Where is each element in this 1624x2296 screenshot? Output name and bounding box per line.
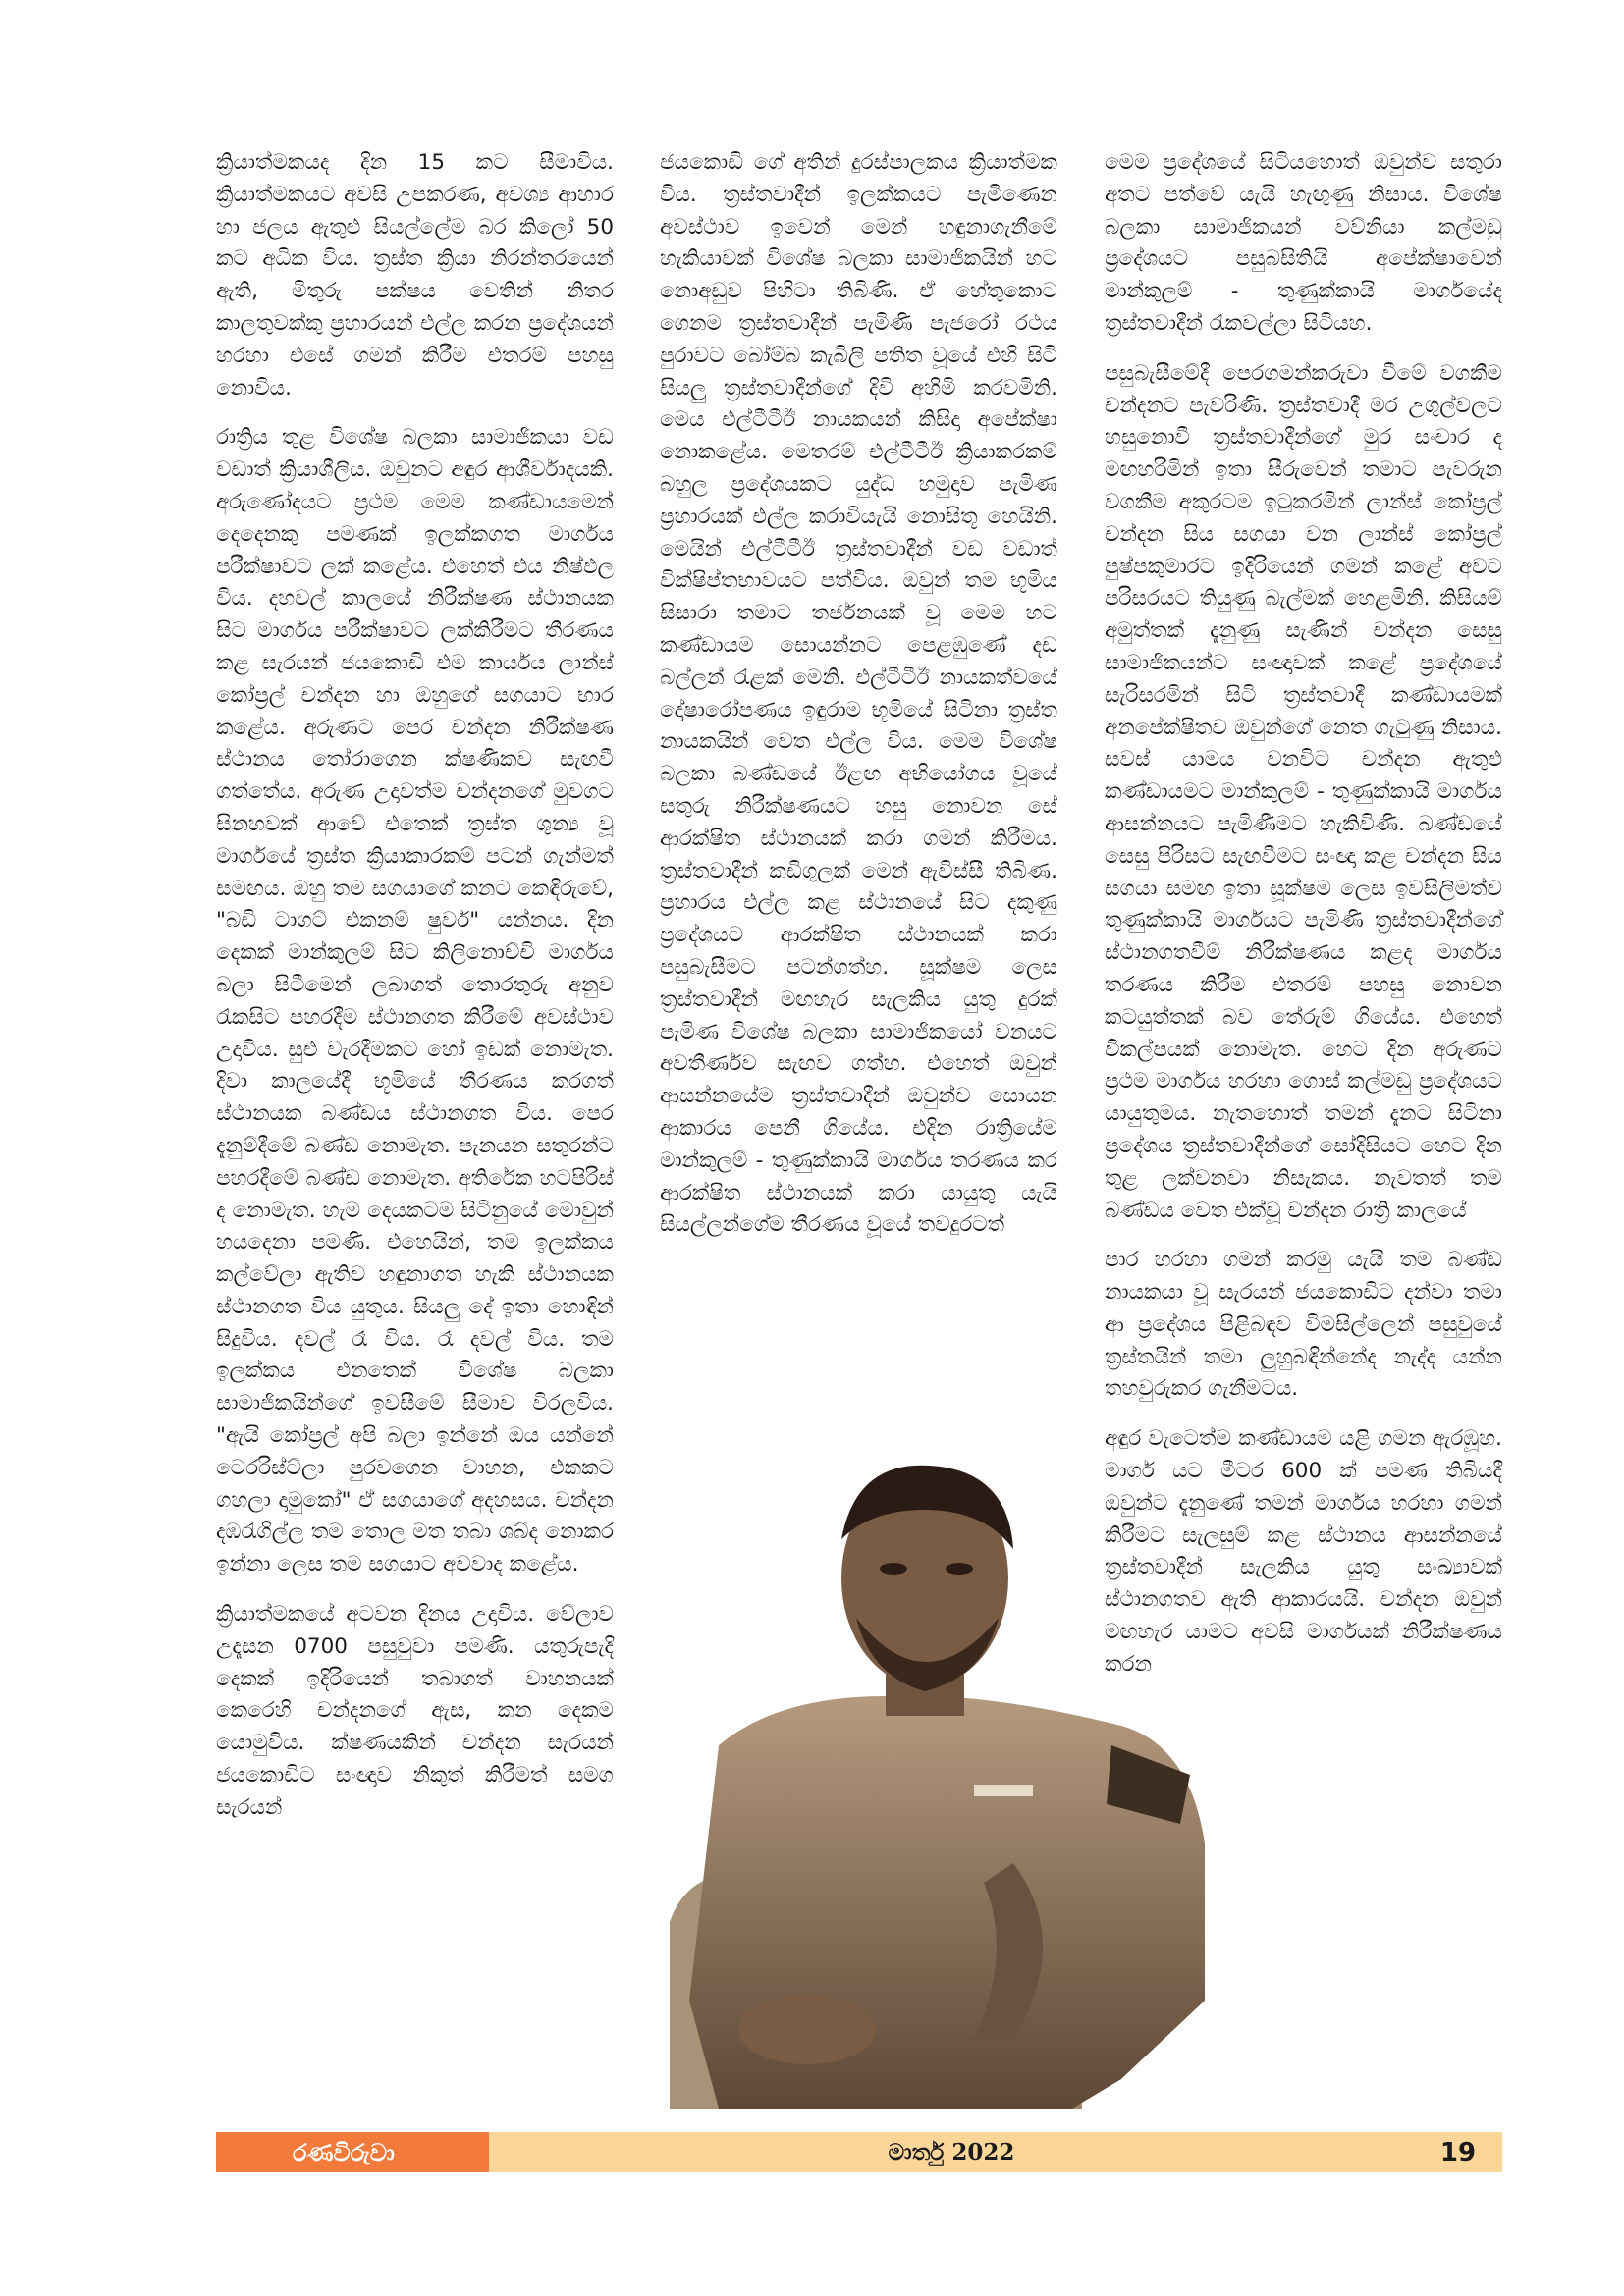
soldier-photo xyxy=(660,1451,1205,2109)
paragraph: ක්‍රියාත්මකයේ අටවන දිනය උදාවිය. වේලාව උදෑසන 0700 පසුවුවා පමණි. යතුරුපැදි දෙකක් ඉදිරියෙන් තබාගත් වාහනයක් කෙරෙහි චන්දනගේ ඇස, කන දෙකම යොමුවිය. ක්ෂණයකින් චන්දන සැරයන් ජයකොඩිට සංඥාව නිකුත් කිරීමත් සමග සැරයන් xyxy=(216,1602,614,1820)
paragraph: පාර හරහා ගමන් කරමු යැයි තම බණ්ඩ නායකයා වූ සැරයන් ජයකොඩිට දන්වා තමා ආ ප්‍රදේශය පිළිබඳව විමසිල්ලෙන් පසුවුයේ ත්‍රස්තයින් තමා ලුහුබඳින්නේද නැද්ද යන්න තහවුරුකර ගැනීමටය. xyxy=(1105,1248,1502,1402)
page-number: 19 xyxy=(1414,2132,1502,2172)
paragraph: ක්‍රියාත්මකයද දින 15 කට සීමාවිය. ක්‍රියාත්මකයට අවසි උපකරණ, අවශ්‍ය ආහාර හා ජලය ඇතුළු සියල්ලේම බර කිලෝ 50 කට අධික විය. ත්‍රස්ත ක්‍රියා නිරන්තරයෙන් ඇති, මිතුරු පක්ෂය වෙතින් නිතර කාලතුවක්කු ප්‍රහාරයන් එල්ල කරන ප්‍රදේශයන් හරහා එසේ ගමන් කිරීම එතරම් පහසු නොවිය. xyxy=(216,150,614,400)
page-footer xyxy=(216,2132,1502,2172)
paragraph: රාත්‍රිය තුළ විශේෂ බලකා සාමාජිකයා වඩ වඩාත් ක්‍රියාශීලිය. ඔවුනට අඳුර ආශීර්වාදයකි. අරුණෝදයට ප්‍රථම මෙම කණ්ඩායමෙන් දෙදෙනකු පමණක් ඉලක්කගත මාර්ගය පරීක්ෂාවට ලක් කළේය. එහෙත් එය නිෂ්ඵල විය. දහවල් කාලයේ නිරීක්ෂණ ස්ථානයක සිට මාර්ගය පරීක්ෂාවට ලක්කිරීමට තීරණය කළ සැරයන් ජයකොඩි එම කාර්යය ලාන්ස් කෝප්‍රල් චන්දන හා ඔහුගේ සගයාට භාර කළේය. අරුණට පෙර චන්දන නිරීක්ෂණ ස්ථානය තෝරාගෙන ක්ෂණිකව සැඟවී ගත්තේය. අරුණ උදාවත්ම චන්දනගේ මුවගට සිනහවක් ආවේ එතෙක් ත්‍රස්ත ශුන්‍ය වූ මාර්ගයේ ත්‍රස්ත ක්‍රියාකාරකම් පටන් ගැන්මත් සමඟය. ඔහු තම සගයාගේ කනට කෙඳිරුවේ, "බඩි ටාගට් එකනම් ෂුවර්" යන්නය. දින දෙකක් මාන්කුලම් සිට කිලිනොච්චි මාර්ගය බලා සිටීමෙන් ලබාගත් තොරතුරු අනුව රැකසිට පහරදීම ස්ථානගත කිරීමේ අවස්ථාව උදාවිය. සුළු වැරදීමකට හෝ ඉඩක් නොමැත. දිවා කාලයේදී භූමියේ තීරණය කරගත් ස්ථානයක බණ්ඩය ස්ථානගත විය. පෙර දැනුම්දීමේ බණ්ඩ නොමැත. පැනයන සතුරන්ට පහරදීමේ බණ්ඩ නොමැත. අතිරේක හටපිරිස් ද නොමැත. හැම දෙයකටම සිටිනුයේ මොවුන් හයදෙනා පමණි. එහෙයින්, තම ඉලක්කය කල්වේලා ඇතිව හඳුනාගත හැකි ස්ථානයක ස්ථානගත විය යුතුය. සියලු දේ ඉතා හොඳින් සිදුවිය. දවල් රෑ විය. රෑ දවල් විය. තම ඉලක්කය එනතෙක් විශේෂ බලකා සාමාජිකයින්ගේ ඉවසීමේ සීමාව විරලවිය. "ඇයි කෝප්‍රල් අපි බලා ඉන්නේ ඔය යන්නේ ටෙරරිස්ට්ලා පුරවගෙන වාහන, එකකට ගහලා දාමුකෝ" ඒ සගයාගේ අදහසය. චන්දන දඹරැගිල්ල තම තොල මත තබා ශබ්ද නොකර ඉන්නා ලෙස තම සගයාට අවවාද කළේය. xyxy=(216,425,614,1577)
paragraph: මෙම ප්‍රදේශයේ සිටියහොත් ඔවුන්ව සතුරා අතට පත්වේ යැයි හැඟුණු නිසාය. විශේෂ බලකා සාමාජිකයන් වව්නියා කල්මඩු ප්‍රදේශයට පසුබසිතියි අපේක්ෂාවෙන් මාන්කුලම් - තුණුක්කායි මාර්ගයේද ත්‍රස්තවාදීන් රැකවල්ලා සිටියහ. xyxy=(1105,150,1502,336)
magazine-name: රණවිරුවා xyxy=(216,2132,489,2172)
issue-date: මාර්තු 2022 xyxy=(489,2132,1414,2172)
paragraph: ජයකොඩි ගේ අතින් දුරස්පාලකය ක්‍රියාත්මක විය. ත්‍රස්තවාදීන් ඉලක්කයට පැමිණෙන අවස්ථාව ඉවෙන් මෙන් හඳුනාගැනීමේ හැකියාවක් විශේෂ බලකා සාමාජිකයින් හට නොඅඩුව පිහිටා තිබිණි. ඒ හේතුකොට ගෙනම ත්‍රස්තවාදීන් පැමිණි පැජරෝ රථය පුරාවට බෝම්බ කැබිලි පතිත වූයේ එහි සිටි සියලු ත්‍රස්තවාදීන්ගේ දිවි අහිමි කරවමිනි. මෙය එල්ටීටීඊ නායකයන් කිසිදා අපේක්ෂා නොකළේය. මෙතරම් එල්ටීටීඊ ක්‍රියාකරකම් බහුල ප්‍රදේශයකට යුද්ධ හමුදාව පැමිණ ප්‍රහාරයක් එල්ල කරාවියැයි නොසිතූ හෙයිනි. මෙයින් එල්ටීටීඊ ත්‍රස්තවාදීන් වඩ වඩාත් වික්ෂිප්තභාවයට පත්විය. ඔවුන් තම භූමිය සිසාරා තමාට තර්ජනයක් වූ මෙම හට කණ්ඩායම සොයන්නට පෙළඹුණේ දඩ බල්ලන් රැළක් මෙනි. එල්ටීටීඊ නායකත්වයේ දෝෂාරෝපණය ඉඳුරාම භූමියේ සිටිනා ත්‍රස්ත නායකයින් වෙත එල්ල විය. මෙම විශේෂ බලකා බණ්ඩයේ ඊළඟ අභියෝගය වූයේ සතුරු නිරීක්ෂණයට හසු නොවන සේ ආරක්ෂිත ස්ථානයක් කරා ගමන් කිරීමය. ත්‍රස්තවාදීන් කඩිගුලක් මෙන් ඇවිස්සී තිබිණ. ප්‍රහාරය එල්ල කළ ස්ථානයේ සිට දකුණු ප්‍රදේශයට ආරක්ෂිත ස්ථානයක් කරා පසුබැසීමට පටන්ගත්හ. සූක්ෂම ලෙස ත්‍රස්තවාදීන් මඟහැර සැලකිය යුතු දුරක් පැමිණ විශේෂ බලකා සාමාජිකයෝ වනයට අවතීර්ණව සැඟව ගත්හ. එහෙත් ඔවුන් ආසන්නයේම ත්‍රස්තවාදීන් ඔවුන්ව සොයන ආකාරය පෙනී ගියේය. එදින රාත්‍රියේම මාන්කුලම් - තුණුක්කායි මාර්ගය තරණය කර ආරක්ෂිත ස්ථානයක් කරා යායුතු යැයි සියල්ලන්ගේම තීරණය වූයේ තවදුරටත් xyxy=(660,150,1057,1238)
article-column-1 xyxy=(216,147,614,1842)
paragraph: අඳුර වැටෙත්ම කණ්ඩායම යළි ගමන ඇරඹූහ. මාර්ග යට මීටර 600 ක් පමණ තිබියදී ඔවුන්ට දැනුණේ තමන් මාර්ගය හරහා ගමන් කිරීමට සැලසුම් කළ ස්ථානය ආසන්නයේ ත්‍රස්තවාදීන් සැලකිය යුතු සංඛ්‍යාවක් ස්ථානගතව ඇති ආකාරයයි. චන්දන ඔවුන් මඟහැර යාමට අවසි මාර්ගයක් නිරීක්ෂණය කරන xyxy=(1105,1426,1502,1677)
soldier-portrait-icon xyxy=(660,1451,1205,2109)
paragraph: පසුබැසීමේදී පෙරගමන්කරුවා වීමේ වගකීම චන්දනට පැවරිණි. ත්‍රස්තවාදී මර උගුල්වලට හසුනොවී ත්‍රස්තවාදීන්ගේ මුර සංචාර ද මඟහරිමින් ඉතා සීරුවෙන් තමාට පැවරුන වගකීම අකුරටම ඉටුකරමින් ලාන්ස් කෝප්‍රල් චන්දන සිය සගයා වන ලාන්ස් කෝප්‍රල් පුෂ්පකුමාරට ඉදිරියෙන් ගමන් කළේ අවට පරිසරයට තියුණු බැල්මක් හෙළමිනි. කිසියම් අමුත්තක් දැනුණු සැණින් චන්දන සෙසු සාමාජිකයන්ට සංඥාවක් කළේ ප්‍රදේශයේ සැරිසරමින් සිටි ත්‍රස්තවාදී කණ්ඩායමක් අනපේක්ෂිතව ඔවුන්ගේ නෙත ගැටුණු නිසාය. සවස් යාමය වනවිට චන්දන ඇතුළු කණ්ඩායමට මාන්කුලම් - තුණුක්කායි මාර්ගය ආසන්නයට පැමිණීමට හැකිවිණි. බණ්ඩයේ සෙසු පිරිසට සැඟවීමට සංඥා කළ චන්දන සිය සගයා සමඟ ඉතා සූක්ෂම ලෙස ඉවසිලිමත්ව තුණුක්කායි මාර්ගයට පැමිණි ත්‍රස්තවාදීන්ගේ ස්ථානගතවීම් නිරීක්ෂණය කළද මාර්ගය තරණය කිරීම එතරම් පහසු නොවන කටයුත්තක් බව තේරුම් ගියේය. එහෙත් විකල්පයක් නොමැත. හෙට දින අරුණට ප්‍රථම මාර්ගය හරහා ගොස් කල්මඩු ප්‍රදේශයට යායුතුමය. නැතහොත් තමන් දැනට සිටිනා ප්‍රදේශය ත්‍රස්තවාදීන්ගේ සෝදිසියට හෙට දින තුළ ලක්වනවා නිසැකය. නැවතත් තම බණ්ඩය වෙත එක්වූ චන්දන රාත්‍රි කාලයේ xyxy=(1105,360,1502,1223)
article-column-2 xyxy=(660,147,1057,1259)
